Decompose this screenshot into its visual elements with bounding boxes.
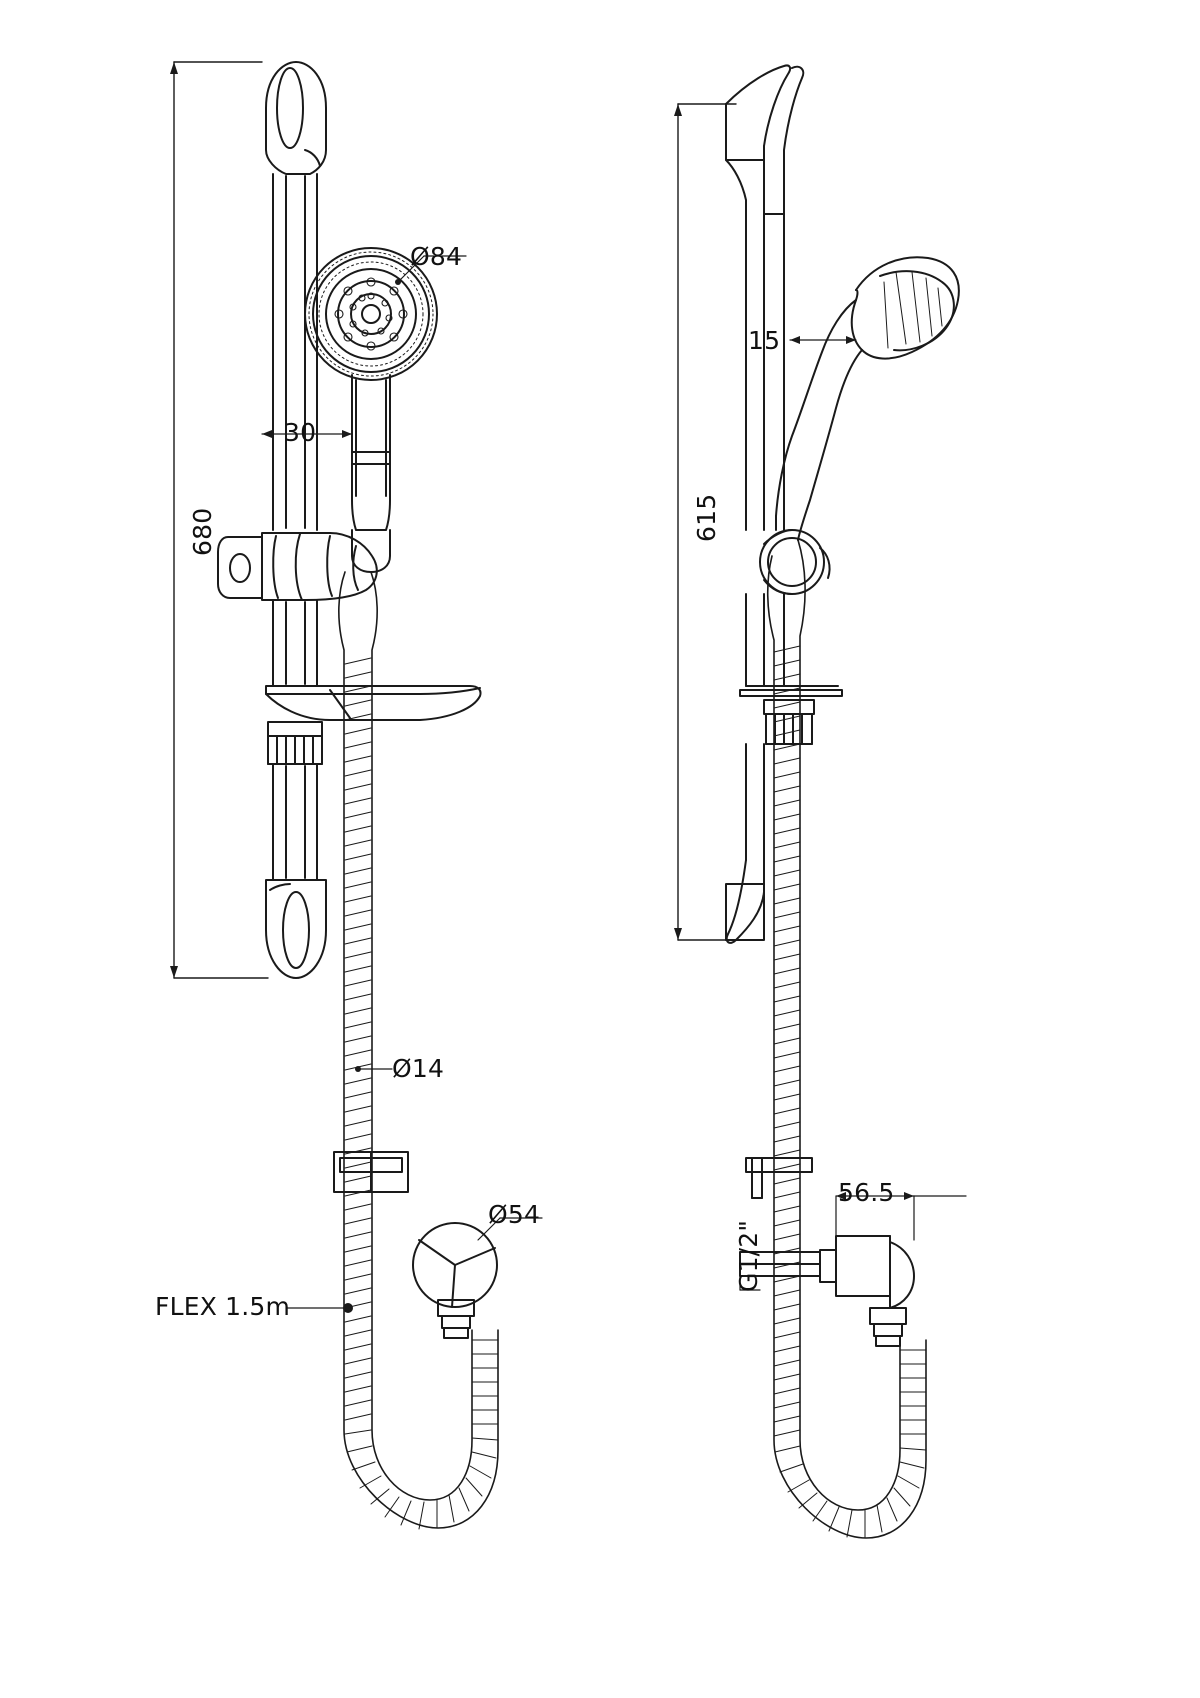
- dim-15: [790, 336, 856, 344]
- shower-hose-front: [339, 572, 498, 1528]
- soap-dish-side: [740, 686, 842, 696]
- wall-bracket-front: [268, 722, 322, 764]
- soap-dish-front: [266, 686, 481, 720]
- dim-label-15: 15: [748, 326, 781, 355]
- dim-label-d14: Ø14: [392, 1054, 445, 1083]
- slide-rail-side-upper: [746, 214, 784, 530]
- dim-label-flex: FLEX 1.5m: [155, 1292, 291, 1321]
- hose-coils-front: [345, 658, 498, 1529]
- dim-label-680: 680: [188, 507, 217, 556]
- leader-flex: [286, 1303, 353, 1313]
- handset-side: [776, 257, 959, 540]
- dim-label-d84: Ø84: [410, 242, 463, 271]
- hose-clip-front: [334, 1152, 408, 1192]
- rail-bottom-cap: [266, 880, 326, 978]
- dim-label-30: 30: [284, 418, 317, 447]
- dim-label-d54: Ø54: [488, 1200, 541, 1229]
- water-outlet-side: [740, 1236, 914, 1346]
- dim-680-line: [170, 62, 268, 978]
- dim-label-615: 615: [692, 493, 721, 542]
- dim-label-56-5: 56.5: [838, 1178, 895, 1207]
- slide-rail-upper: [273, 174, 317, 530]
- wall-bracket-side: [764, 700, 814, 744]
- hose-coils-side: [774, 646, 926, 1538]
- hose-clip-side: [746, 1158, 812, 1198]
- slide-rail-mid: [273, 600, 317, 686]
- slide-rail-side-lower: [726, 744, 764, 943]
- rail-top-cap: [266, 62, 326, 174]
- water-outlet-front: [413, 1223, 497, 1338]
- dim-label-g12: G1/2": [734, 1219, 763, 1292]
- slide-rail-side-top: [726, 65, 803, 214]
- slide-rail-side-mid: [746, 594, 784, 686]
- slide-rail-lower: [273, 764, 317, 880]
